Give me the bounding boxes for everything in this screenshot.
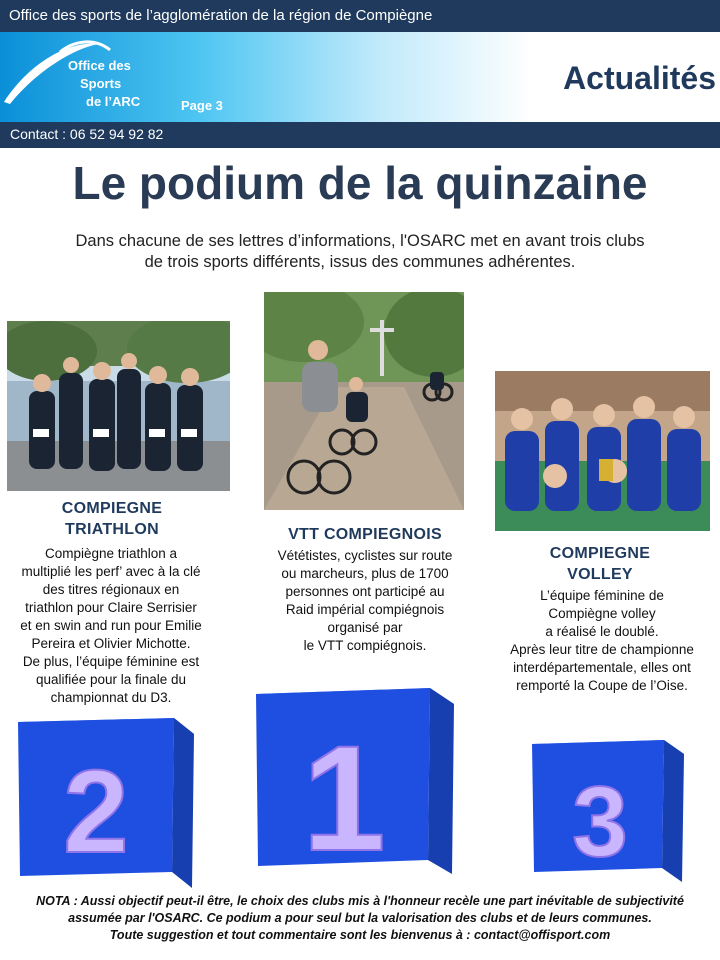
desc-line: Après leur titre de championne: [510, 642, 694, 657]
page-headline: Le podium de la quinzaine: [72, 157, 648, 209]
desc-line: le VTT compiégnois.: [303, 638, 427, 653]
desc-line: interdépartementale, elles ont: [513, 660, 691, 675]
triathlon-team-photo: [7, 321, 230, 491]
club-name-line: COMPIEGNE: [61, 500, 163, 517]
club-desc-triathlon: [0, 545, 222, 707]
logo-line-1: Office des: [68, 58, 131, 73]
desc-line: Pereira et Olivier Michotte.: [31, 636, 191, 651]
logo-line-2: Sports: [80, 76, 122, 91]
podium-cube-third: [532, 740, 684, 882]
note-line-3: Toute suggestion et tout commentaire sont les bienvenus à : contact@offisport.com: [109, 928, 611, 942]
desc-line: a réalisé le doublé.: [545, 624, 659, 639]
desc-line: De plus, l’équipe féminine est: [22, 654, 200, 669]
club-desc-vtt: [250, 547, 480, 655]
club-name-line: COMPIEGNE: [549, 545, 651, 562]
desc-line: organisé par: [327, 620, 403, 635]
org-title: Office des sports de l’agglomération de la région de Compiègne: [9, 7, 433, 24]
top-title-bar: [0, 0, 720, 32]
vtt-riders-photo: [264, 292, 464, 510]
podium-digit-second: 2: [63, 746, 129, 878]
intro-line-1: Dans chacune de ses lettres d’informations, l'OSARC met en avant trois clubs: [75, 232, 645, 250]
club-name-line: VTT COMPIEGNOIS: [288, 526, 442, 543]
intro-line-2: de trois sports différents, issus des communes adhérentes.: [144, 253, 576, 271]
note-line-1: NOTA : Aussi objectif peut-il être, le choix des clubs mis à l'honneur recèle une part inévitable de subjectivité: [36, 894, 684, 908]
logo-line-3: de l’ARC: [86, 94, 141, 109]
desc-line: Raid impérial compiégnois: [285, 602, 445, 617]
desc-line: personnes ont participé au: [285, 584, 445, 599]
desc-line: L’équipe féminine de: [540, 588, 664, 603]
intro-text: [40, 231, 680, 273]
desc-line: Vététistes, cyclistes sur route: [277, 548, 453, 563]
podium-digit-third: 3: [572, 766, 628, 878]
desc-line: Compiègne volley: [548, 606, 656, 621]
desc-line: et en swin and run pour Emilie: [20, 618, 202, 633]
desc-line: Compiègne triathlon a: [44, 546, 178, 561]
club-name-line: TRIATHLON: [65, 521, 159, 538]
club-name-volley: [490, 543, 710, 585]
club-name-vtt: [250, 524, 480, 545]
header-banner: [0, 32, 720, 122]
desc-line: des titres régionaux en: [42, 582, 180, 597]
footer-note: [0, 893, 720, 944]
desc-line: multiplié les perf’ avec à la clé: [21, 564, 201, 579]
volley-team-photo: [495, 371, 710, 531]
desc-line: championnat du D3.: [50, 690, 172, 705]
section-title: Actualités: [563, 60, 716, 96]
podium-digit-first: 1: [302, 714, 386, 878]
desc-line: triathlon pour Claire Serrisier: [25, 600, 197, 615]
desc-line: remporté la Coupe de l’Oise.: [516, 678, 688, 693]
club-name-triathlon: [7, 498, 217, 540]
podium-cube-first: [256, 688, 454, 878]
contact-phone: Contact : 06 52 94 92 82: [10, 126, 164, 142]
desc-line: qualifiée pour la finale du: [35, 672, 187, 687]
contact-bar: [0, 122, 720, 148]
desc-line: ou marcheurs, plus de 1700: [281, 566, 449, 581]
note-line-2: assumée par l'OSARC. Ce podium a pour seul but la valorisation des clubs et de leurs communes.: [68, 911, 652, 925]
page-number: Page 3: [181, 98, 223, 113]
club-desc-volley: [488, 587, 716, 695]
podium-cube-second: [14, 712, 198, 890]
club-name-line: VOLLEY: [567, 566, 633, 583]
